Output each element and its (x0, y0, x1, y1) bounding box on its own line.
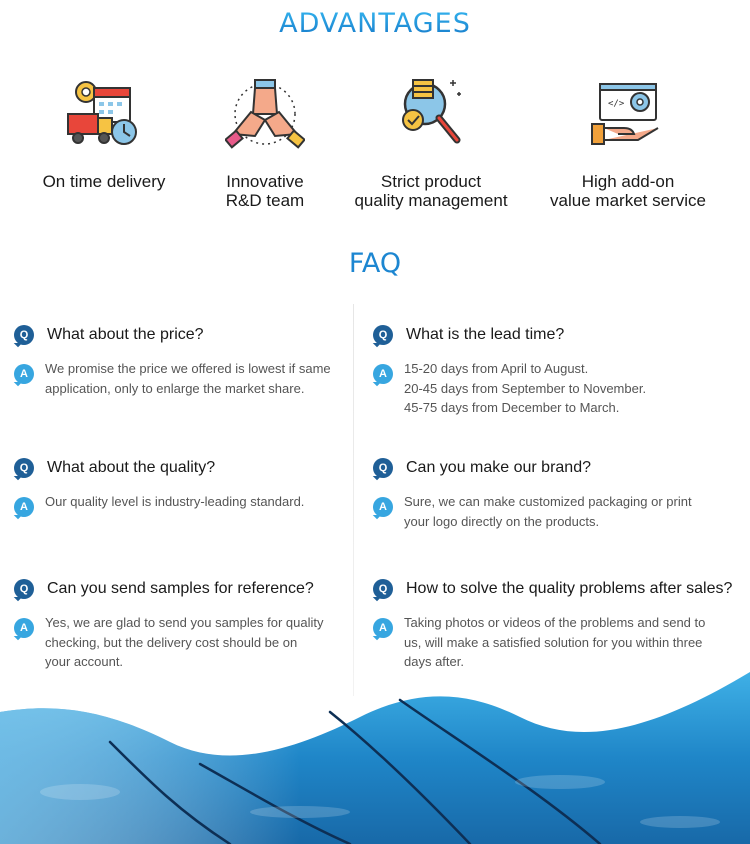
advantage-rd-team (175, 74, 355, 210)
question-row (373, 325, 750, 347)
question-text: What is the lead time? (406, 326, 565, 343)
faq-item (14, 325, 354, 396)
answer-text: We promise the price we offered is lowest if same application, only to enlarge the market share. (45, 361, 331, 396)
advantage-quality-management (341, 74, 521, 210)
question-row (14, 579, 354, 601)
advantage-market-service (538, 74, 718, 210)
delivery-calendar-icon (64, 74, 144, 154)
answer-badge: A (373, 497, 393, 517)
faq-title: FAQ (348, 248, 402, 279)
faq-item (14, 579, 354, 669)
answer-badge: A (373, 618, 393, 638)
question-row (14, 458, 354, 480)
answer-text: Sure, we can make customized packaging or print your logo directly on the products. (404, 494, 692, 529)
faq-item (373, 579, 750, 669)
answer-text: Yes, we are glad to send you samples for quality checking, but the delivery cost should be on your account. (45, 615, 324, 669)
service-hand-icon (588, 74, 668, 154)
svg-text:</>: </> (608, 99, 625, 109)
water-wave-image (0, 672, 750, 844)
faq-item (14, 458, 354, 513)
answer-badge: A (14, 364, 34, 384)
answer-badge: A (373, 364, 393, 384)
advantage-label: Strict product quality management (354, 172, 508, 210)
advantage-label: Innovative R&D team (225, 172, 305, 210)
question-badge: Q (14, 458, 34, 478)
question-row (14, 325, 354, 347)
question-text: How to solve the quality problems after sales? (406, 580, 733, 597)
teamwork-hands-icon (225, 74, 305, 154)
faq-item (373, 325, 750, 415)
advantage-label: High add-on value market service (550, 172, 706, 210)
question-badge: Q (373, 325, 393, 345)
answer-badge: A (14, 618, 34, 638)
advantage-label: On time delivery (42, 172, 166, 191)
advantages-title: ADVANTAGES (0, 8, 750, 39)
answer-text: Taking photos or videos of the problems and send to us, will make a satisfied solution for you within three days after. (404, 615, 706, 669)
faq-item (373, 458, 750, 529)
question-badge: Q (373, 458, 393, 478)
question-badge: Q (14, 325, 34, 345)
question-badge: Q (14, 579, 34, 599)
quality-magnifier-icon (391, 74, 471, 154)
answer-badge: A (14, 497, 34, 517)
question-row (373, 579, 750, 601)
answer-text: 15-20 days from April to August. 20-45 days from September to November. 45-75 days from December to March. (404, 361, 647, 415)
advantage-delivery (14, 74, 194, 191)
question-row (373, 458, 750, 480)
question-text: Can you send samples for reference? (47, 580, 314, 597)
question-badge: Q (373, 579, 393, 599)
answer-text: Our quality level is industry-leading standard. (45, 494, 305, 509)
question-text: What about the quality? (47, 459, 216, 476)
question-text: Can you make our brand? (406, 459, 591, 476)
question-text: What about the price? (47, 326, 204, 343)
